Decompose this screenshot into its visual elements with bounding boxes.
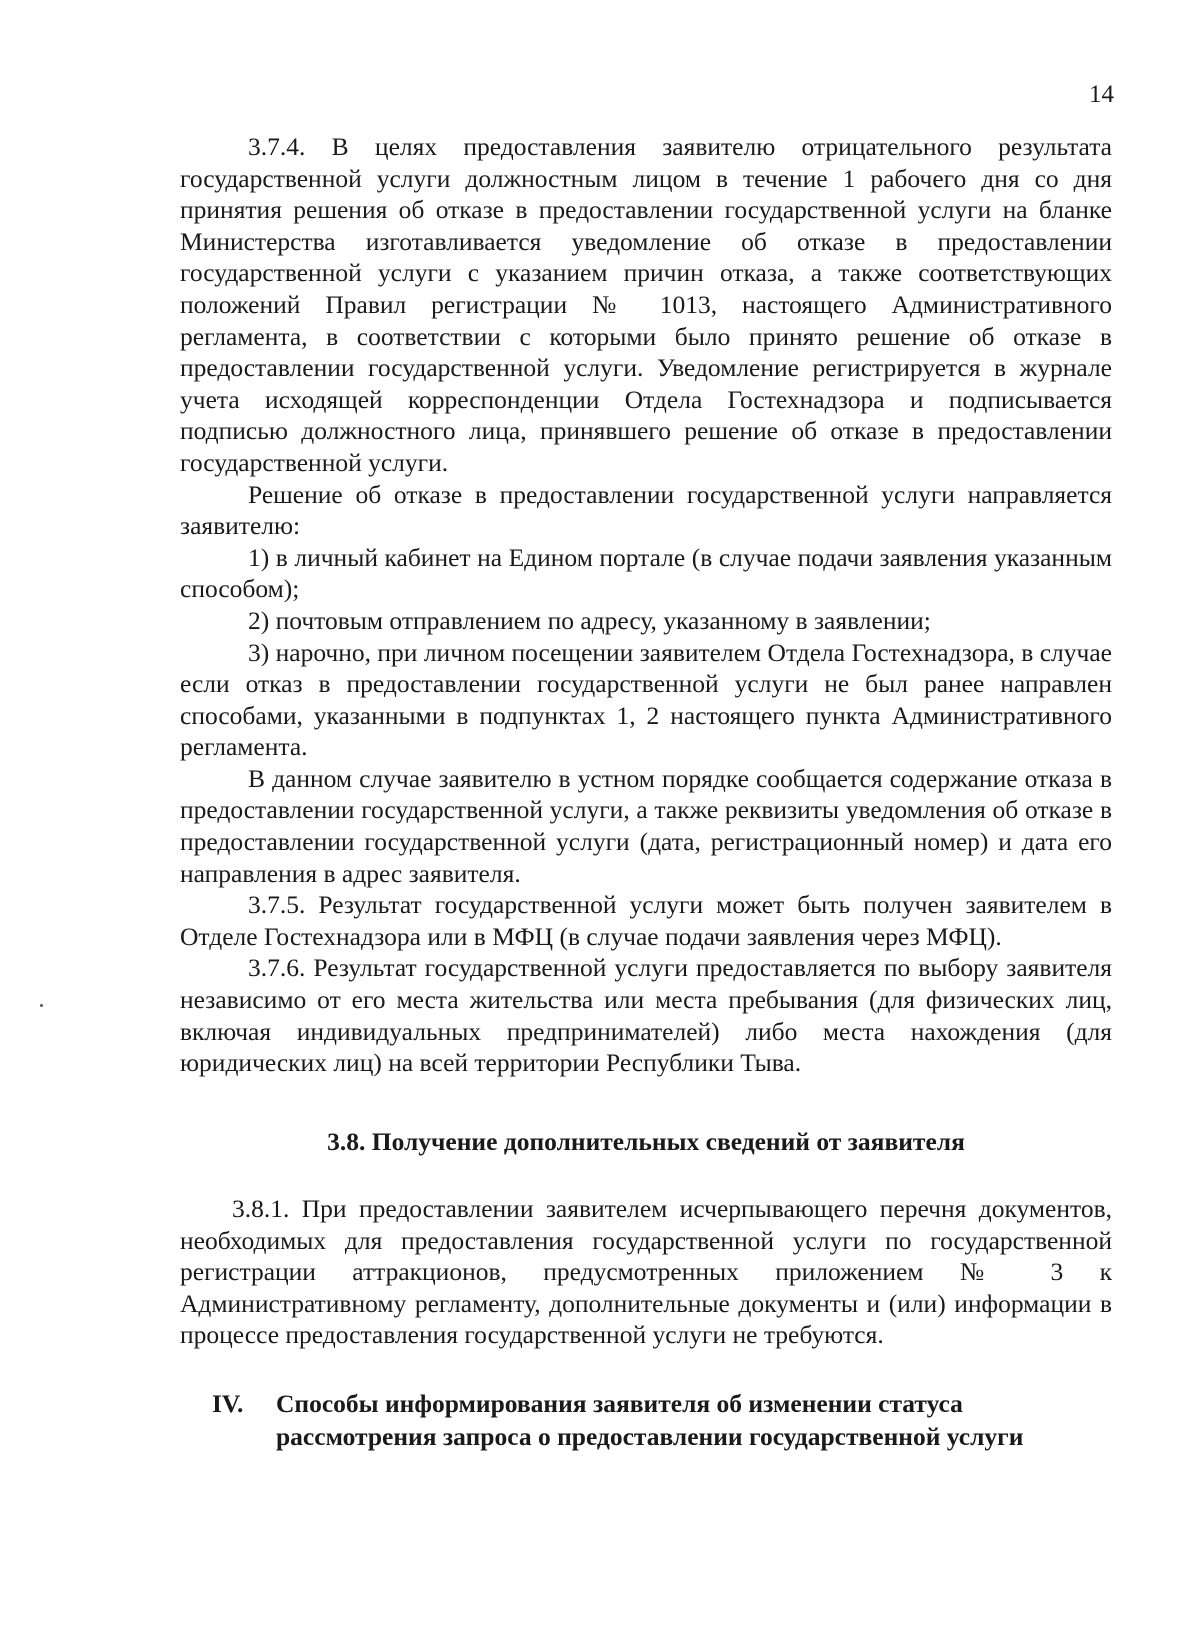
section-3-7-body [180, 131, 1112, 1079]
list-item-3: 3) нарочно, при личном посещении заявителем Отдела Гостехнадзора, в случае если отказ в предоставлении государственной услуги не был ранее направлен способами, указанными в подпунктах 1, 2 настоящего пункта Административного регламента. [180, 637, 1112, 762]
chapter-title-line-2: рассмотрения запроса о предоставлении государственной услуги [276, 1422, 1024, 1451]
paragraph-3-7-6: 3.7.6. Результат государственной услуги предоставляется по выбору заявителя независимо от его места жительства или места пребывания (для физических лиц, включая индивидуальных предпринимателей) либо места нахождения (для юридических лиц) на всей территории Республики Тыва. [180, 953, 1112, 1078]
chapter-iv-heading [212, 1387, 1112, 1453]
section-3-8-body [180, 1193, 1112, 1351]
paragraph-refusal-sent: Решение об отказе в предоставлении государственной услуги направляется заявителю: [180, 479, 1112, 541]
paragraph-3-7-4: 3.7.4. В целях предоставления заявителю отрицательного результата государственной услуги должностным лицом в течение 1 рабочего дня со дня принятия решения об отказе в предоставлении государственной услуги на бланке Министерства изготавливается уведомление об отказе в предоставлении государственной услуги с указанием причин отказа, а также соответствующих положений Правил регистрации № 1013, настоящего Административного регламента, в соответствии с которыми было принято решение об отказе в предоставлении государственной услуги. Уведомление регистрируется в журнале учета исходящей корреспонденции Отдела Гостехнадзора и подписывается подписью должностного лица, принявшего решение об отказе в предоставлении государственной услуги. [180, 132, 1112, 477]
section-3-8-heading: 3.8. Получение дополнительных сведений от заявителя [327, 1127, 965, 1156]
page-number: 14 [1089, 81, 1114, 108]
paragraph-oral-notice: В данном случае заявителю в устном порядке сообщается содержание отказа в предоставлении государственной услуги, а также реквизиты уведомления об отказе в предоставлении государственной услуги (дата, регистрационный номер) и дата его направления в адрес заявителя. [180, 763, 1112, 888]
scan-artifact-dot [40, 1004, 43, 1007]
chapter-number: IV. [212, 1389, 244, 1418]
list-item-2: 2) почтовым отправлением по адресу, указанному в заявлении; [248, 605, 931, 635]
list-item-1: 1) в личный кабинет на Едином портале (в случае подачи заявления указанным способом); [180, 542, 1112, 604]
paragraph-3-7-5: 3.7.5. Результат государственной услуги может быть получен заявителем в Отделе Гостехнадзора или в МФЦ (в случае подачи заявления через МФЦ). [180, 890, 1112, 951]
paragraph-3-8-1: 3.8.1. При предоставлении заявителем исчерпывающего перечня документов, необходимых для предоставления государственной услуги по государственной регистрации аттракционов, предусмотренных приложением № 3 к Административному регламенту, дополнительные документы и (или) информации в процессе предоставления государственной услуги не требуются. [180, 1194, 1112, 1350]
chapter-title-line-1: Способы информирования заявителя об изменении статуса [276, 1389, 963, 1418]
